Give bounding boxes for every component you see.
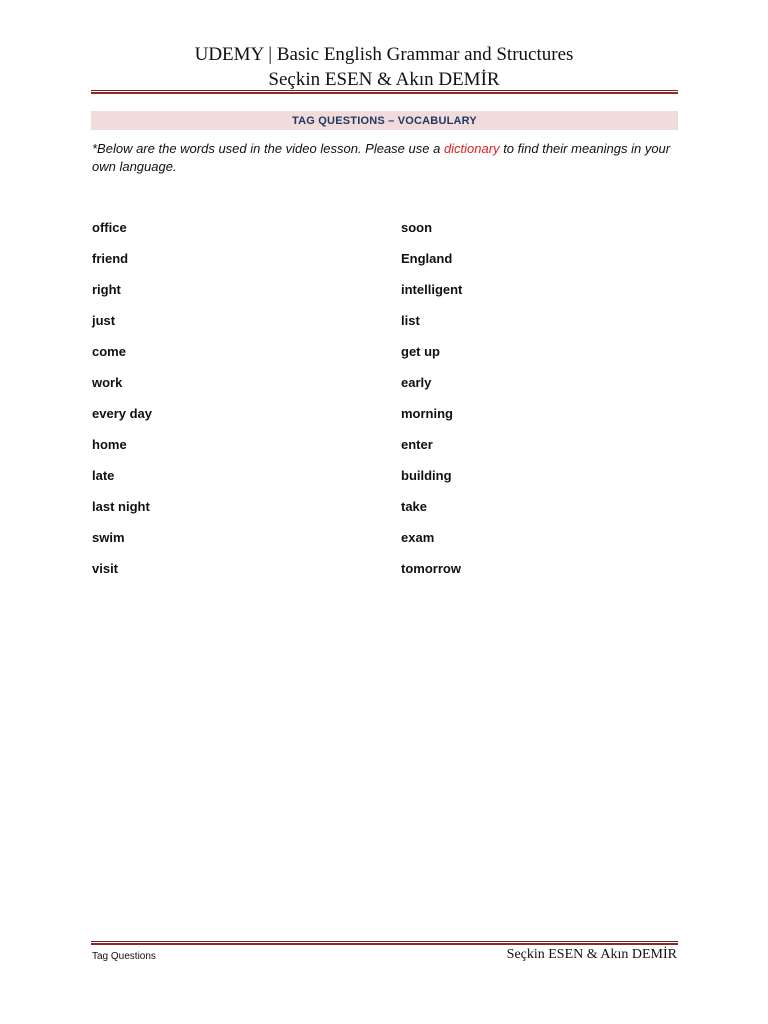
vocab-word: every day <box>92 406 152 421</box>
vocabulary-column-left <box>92 218 152 590</box>
vocab-word: soon <box>401 220 433 235</box>
vocab-word: friend <box>92 251 129 266</box>
vocab-word: visit <box>92 561 119 576</box>
vocab-word: get up <box>401 344 440 359</box>
vocabulary-column-right <box>401 218 462 590</box>
page-header <box>0 42 768 92</box>
vocab-word: list <box>401 313 420 328</box>
vocab-word: just <box>92 313 116 328</box>
vocab-word: building <box>401 468 452 483</box>
vocab-word: intelligent <box>401 282 463 297</box>
footer-divider <box>91 941 678 945</box>
intro-paragraph <box>92 140 682 176</box>
vocab-word: early <box>401 375 432 390</box>
section-title-band <box>91 111 678 130</box>
vocab-word: tomorrow <box>401 561 461 576</box>
intro-text-after: to find their meanings in your own language. <box>92 141 671 174</box>
vocab-word: take <box>401 499 428 514</box>
vocab-word: work <box>92 375 123 390</box>
intro-text-before: *Below are the words used in the video lesson. Please use a <box>92 141 444 156</box>
vocab-word: office <box>92 220 127 235</box>
vocab-word: morning <box>401 406 453 421</box>
vocab-word: exam <box>401 530 435 545</box>
document-authors: Seçkin ESEN & Akın DEMİR <box>268 69 500 90</box>
vocab-word: last night <box>92 499 150 514</box>
section-title: TAG QUESTIONS – VOCABULARY <box>292 115 477 127</box>
vocab-word: enter <box>401 437 433 452</box>
document-title: UDEMY | Basic English Grammar and Structures <box>194 44 574 65</box>
footer-section-name: Tag Questions <box>92 951 156 962</box>
vocab-word: come <box>92 344 126 359</box>
vocab-word: late <box>92 468 115 483</box>
vocab-word: England <box>401 251 453 266</box>
footer-authors: Seçkin ESEN & Akın DEMİR <box>506 947 677 962</box>
header-divider <box>91 90 678 94</box>
vocab-word: right <box>92 282 121 297</box>
vocab-word: swim <box>92 530 125 545</box>
vocab-word: home <box>92 437 127 452</box>
intro-highlight-word: dictionary <box>443 141 500 156</box>
